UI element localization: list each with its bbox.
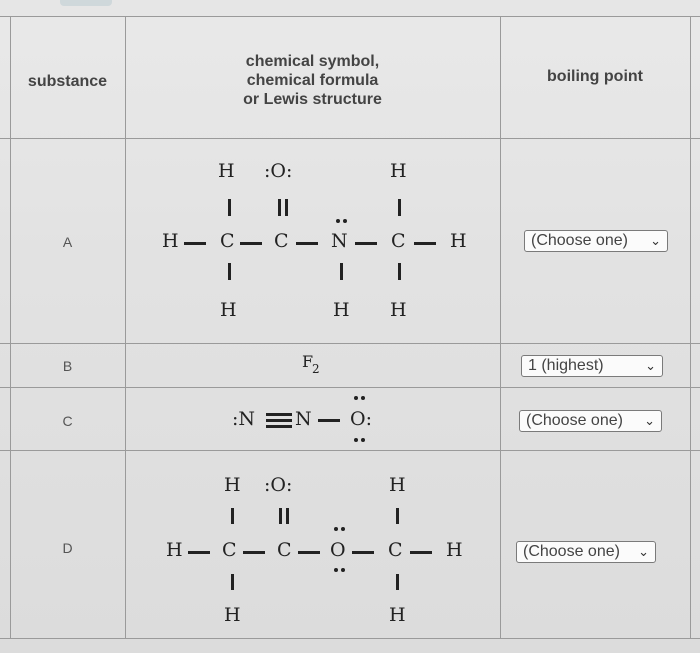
grid-line (125, 16, 126, 638)
atom-n: N (331, 230, 348, 252)
boiling-point-table (0, 16, 700, 653)
atom-h: H (390, 160, 407, 182)
bond (278, 199, 281, 216)
row-a-label: A (62, 234, 73, 250)
grid-line (0, 16, 700, 17)
atom-h: H (389, 604, 406, 626)
atom-h: H (446, 539, 463, 561)
header-formula-line3: or Lewis structure (243, 91, 382, 108)
bond (279, 508, 282, 524)
bond (285, 199, 288, 216)
header-formula-line2: chemical formula (246, 72, 379, 89)
header-formula-line1: chemical symbol, (245, 53, 380, 70)
bond (296, 242, 318, 245)
grid-line (0, 138, 700, 139)
atom-c: C (222, 539, 237, 561)
bond (184, 242, 206, 245)
bond (188, 551, 210, 554)
atom-h: H (333, 299, 350, 321)
grid-line (500, 16, 501, 638)
grid-line (0, 343, 700, 344)
bond (240, 242, 262, 245)
grid-line (0, 638, 700, 639)
top-tab (60, 0, 112, 6)
bond (340, 263, 343, 280)
atom-o: O: (350, 408, 372, 430)
atom-c: C (277, 539, 292, 561)
lone-pair-dot (361, 438, 365, 442)
formula-symbol: F (302, 352, 314, 371)
bond (231, 508, 234, 524)
chevron-down-icon: ⌄ (644, 413, 655, 428)
lone-pair-dot (341, 527, 345, 531)
atom-o: :O: (264, 474, 293, 496)
bond (396, 574, 399, 590)
atom-c: C (391, 230, 406, 252)
atom-h: H (390, 299, 407, 321)
bond (318, 419, 340, 422)
bond (355, 242, 377, 245)
atom-c: C (220, 230, 235, 252)
lone-pair-dot (354, 438, 358, 442)
select-value: (Choose one) (523, 543, 620, 560)
bond (266, 419, 292, 422)
select-value: (Choose one) (526, 412, 623, 429)
row-d-label: D (62, 540, 73, 556)
bond (266, 425, 292, 428)
select-value: 1 (highest) (528, 357, 604, 374)
atom-n: :N (232, 408, 256, 430)
bond (228, 263, 231, 280)
bond (298, 551, 320, 554)
atom-o: O (330, 539, 346, 561)
lone-pair-dot (341, 568, 345, 572)
formula-subscript: 2 (312, 362, 320, 376)
boiling-point-select-d[interactable] (516, 541, 656, 563)
boiling-point-select-b[interactable] (521, 355, 663, 377)
atom-h: H (220, 299, 237, 321)
boiling-point-select-a[interactable] (524, 230, 668, 252)
atom-h: H (162, 230, 179, 252)
header-formula (125, 52, 500, 109)
grid-line (0, 450, 700, 451)
bond (228, 199, 231, 216)
atom-c: C (388, 539, 403, 561)
bond (398, 263, 401, 280)
bond (396, 508, 399, 524)
atom-h: H (224, 604, 241, 626)
row-c-label: C (62, 413, 73, 429)
bond (231, 574, 234, 590)
bond (410, 551, 432, 554)
header-boiling-point: boiling point (547, 68, 643, 85)
atom-o: :O: (264, 160, 293, 182)
row-b-label: B (62, 358, 73, 374)
atom-n: N (295, 408, 312, 430)
atom-h: H (166, 539, 183, 561)
lone-pair-dot (334, 527, 338, 531)
bond (352, 551, 374, 554)
lone-pair-dot (343, 219, 347, 223)
chevron-down-icon: ⌄ (638, 544, 649, 559)
grid-line (0, 387, 700, 388)
chevron-down-icon: ⌄ (650, 233, 661, 248)
select-value: (Choose one) (531, 232, 628, 249)
atom-h: H (389, 474, 406, 496)
lone-pair-dot (336, 219, 340, 223)
lone-pair-dot (354, 396, 358, 400)
grid-line (690, 16, 691, 638)
atom-h: H (218, 160, 235, 182)
lone-pair-dot (361, 396, 365, 400)
bond (398, 199, 401, 216)
atom-h: H (450, 230, 467, 252)
bond (286, 508, 289, 524)
bond (414, 242, 436, 245)
chevron-down-icon: ⌄ (645, 358, 656, 373)
bond (266, 413, 292, 416)
header-substance: substance (27, 73, 108, 90)
atom-c: C (274, 230, 289, 252)
lone-pair-dot (334, 568, 338, 572)
boiling-point-select-c[interactable] (519, 410, 662, 432)
bond (243, 551, 265, 554)
atom-h: H (224, 474, 241, 496)
